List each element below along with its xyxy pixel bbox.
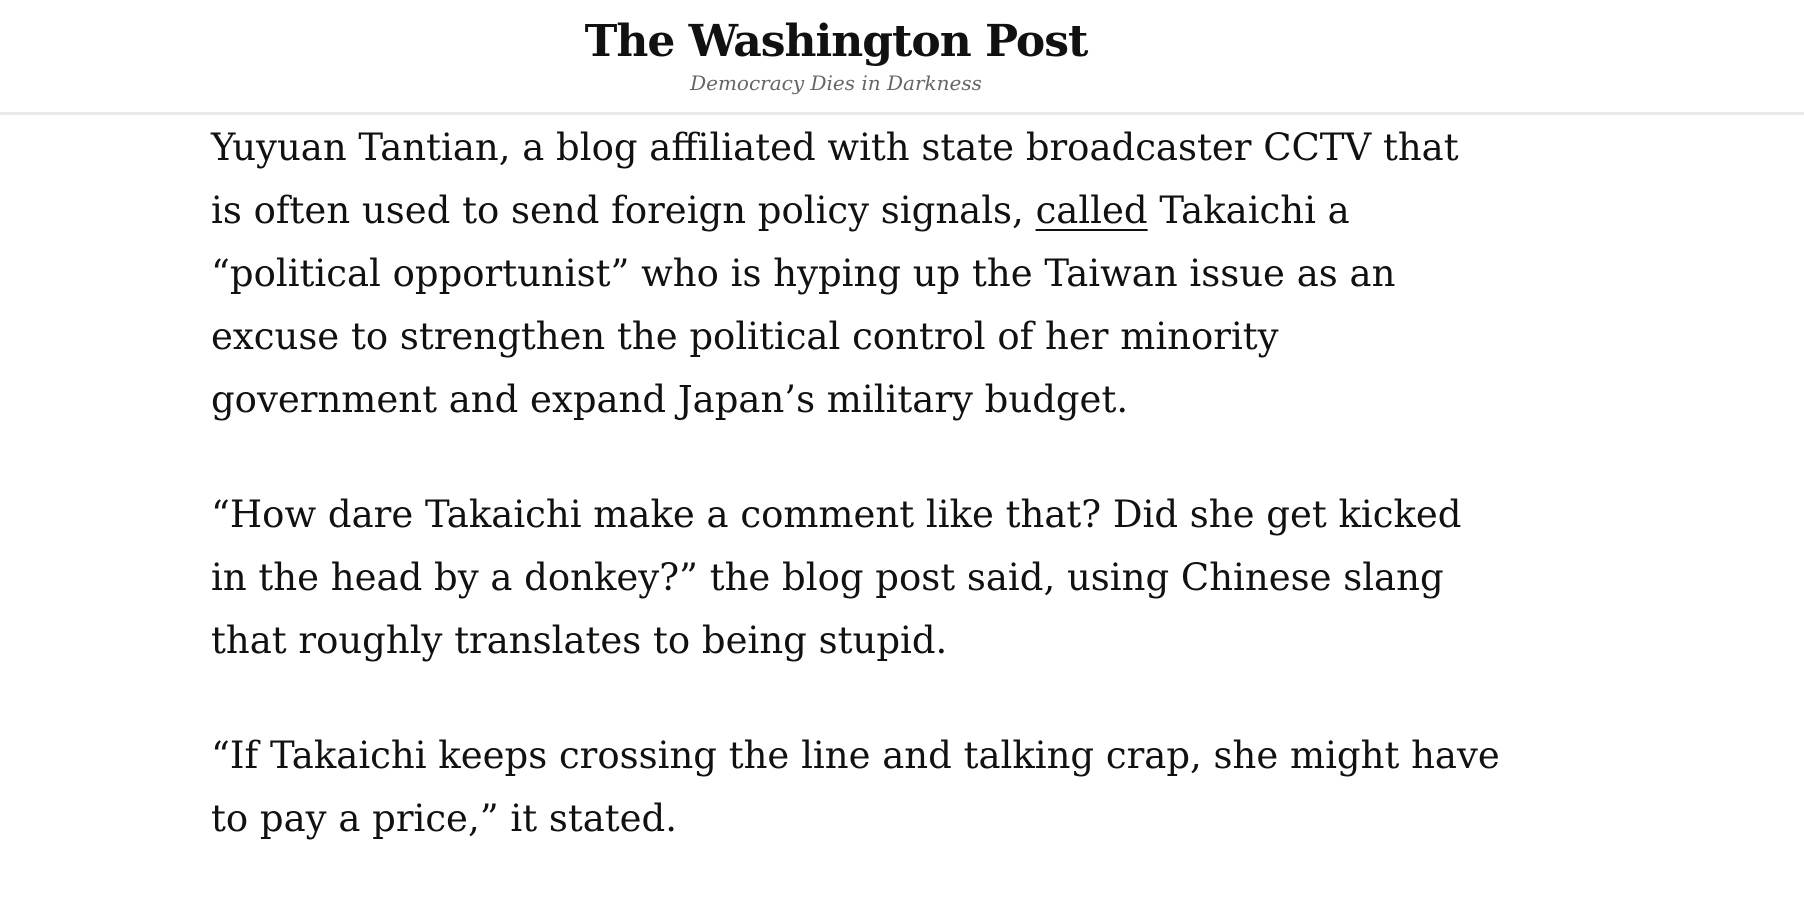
article-paragraph [211, 116, 1501, 431]
washington-post-logo[interactable]: The Washington Post [584, 16, 1088, 67]
article-body [211, 116, 1501, 850]
called-link[interactable]: called [1035, 189, 1148, 232]
article-paragraph: “How dare Takaichi make a comment like that? Did she get kicked in the head by a donkey?” the blog post said, using Chinese slang that roughly translates to being stupid. [211, 493, 1462, 662]
masthead [0, 0, 1672, 96]
paragraph-text: Takaichi a “political opportunist” who is hyping up the Taiwan issue as an excuse to strengthen the political control of her minority government and expand Japan’s military budget. [211, 189, 1396, 421]
paragraph-text: Yuyuan Tantian, a blog affiliated with state broadcaster CCTV that is often used to send foreign policy signals, [211, 126, 1459, 232]
article-paragraph: “If Takaichi keeps crossing the line and talking crap, she might have to pay a price,” it stated. [211, 734, 1500, 840]
header-divider [0, 112, 1804, 115]
masthead-tagline: Democracy Dies in Darkness [690, 71, 982, 95]
